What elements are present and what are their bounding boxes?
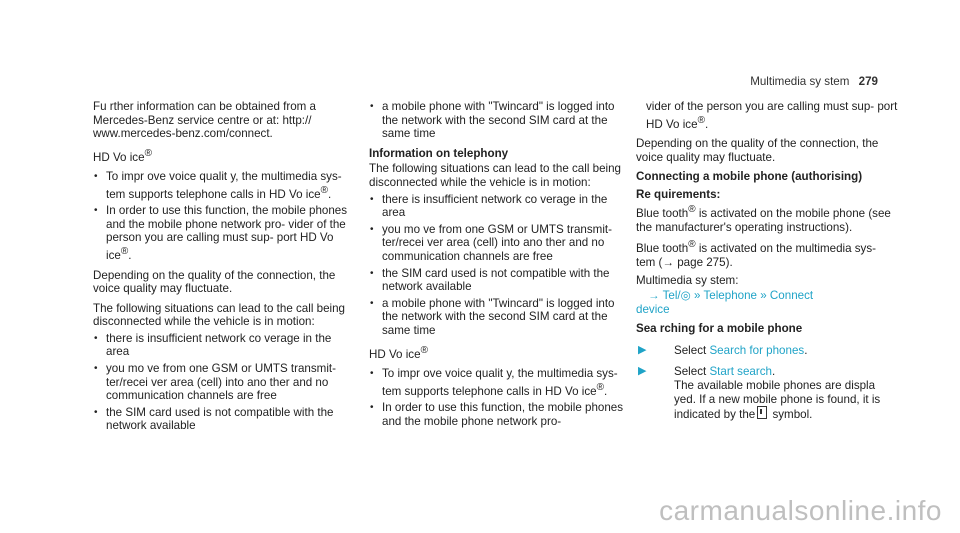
list-item: • To impr ove voice qualit y, the multimedia sys‐ tem supports telephone calls in HD Vo ice®. — [93, 170, 355, 201]
list-item: • In order to use this function, the mobile phones and the mobile phone network pro‐ — [369, 401, 631, 428]
column-middle — [369, 100, 631, 434]
situations-paragraph: The following situations can lead to the call being disconnected while the vehicle is in motion: — [93, 301, 345, 329]
page-number: 279 — [858, 75, 878, 88]
situations-list — [93, 332, 355, 433]
twincard-list — [369, 100, 631, 141]
list-item: • a mobile phone with "Twincard" is logged into the network with the second SIM card at the same time — [369, 100, 631, 141]
connecting-heading: Connecting a mobile phone (authorising) — [636, 170, 863, 184]
list-item: • you mo ve from one GSM or UMTS transmit‐ ter/recei ver area (cell) into ano ther and no communication channels are free — [369, 223, 631, 264]
list-item: • you mo ve from one GSM or UMTS transmit‐ ter/recei ver area (cell) into ano ther and no communication channels are free — [93, 362, 355, 403]
step-search-phones: ▶ Select Search for phones. — [638, 343, 808, 357]
requirements-heading: Re quirements: — [636, 187, 721, 201]
start-search-link[interactable]: Start search — [709, 365, 772, 379]
step-arrow-icon: ▶ — [638, 343, 647, 356]
hd-voice-list — [369, 367, 631, 428]
path-separator-icon: » — [694, 289, 701, 303]
path-arrow-icon: → — [648, 289, 660, 303]
hd-voice-heading: HD Vo ice® — [93, 147, 152, 164]
connect-url-link[interactable]: www.mercedes-benz.com/connect. — [93, 127, 273, 141]
globe-icon: ◎ — [680, 289, 691, 303]
telephone-menu-item[interactable]: Telephone — [703, 289, 757, 303]
situations-list — [369, 193, 631, 338]
list-item: • To impr ove voice qualit y, the multimedia sys‐ tem supports telephone calls in HD Vo ice®. — [369, 367, 631, 398]
menu-path — [636, 289, 898, 316]
page-header — [750, 75, 878, 88]
path-separator-icon: » — [760, 289, 767, 303]
tel-menu-item[interactable]: Tel/ — [662, 289, 681, 303]
intro-paragraph: Fu rther information can be obtained from a Mercedes-Benz service centre or at: http:// www.mercedes-benz.com/connect. — [93, 100, 316, 141]
column-right — [636, 100, 898, 430]
list-item: • In order to use this function, the mobile phones and the mobile phone network pro‐ vider of the person you are calling must sup‐ port HD Vo ice®. — [93, 204, 355, 262]
voice-quality-paragraph: Depending on the quality of the connection, the voice quality may fluctuate. — [636, 137, 879, 164]
hd-voice-heading: HD Vo ice® — [369, 344, 428, 361]
list-item: • there is insufficient network co verage in the area — [369, 193, 631, 220]
list-item: • there is insufficient network co verage in the area — [93, 332, 355, 359]
searching-heading: Sea rching for a mobile phone — [636, 322, 803, 336]
step-arrow-icon: ▶ — [638, 365, 647, 378]
watermark: carmanualsonline.info — [659, 495, 942, 526]
list-item: • the SIM card used is not compatible with the network available — [93, 406, 355, 433]
requirement-2: Blue tooth® is activated on the multimedia sys‐ tem (→ page 275). — [636, 239, 877, 269]
hd-voice-list — [93, 170, 355, 262]
telephony-heading: Information on telephony — [369, 146, 509, 160]
column-left — [93, 100, 355, 439]
section-title: Multimedia sy stem — [750, 75, 850, 88]
voice-quality-paragraph: Depending on the quality of the connection, the voice quality may fluctuate. — [93, 268, 336, 296]
new-phone-icon — [757, 406, 767, 419]
step-start-search: ▶ Select Start search. The available mobile phones are displa yed. If a new mobile phone is found, it is indicated by the symbol. — [638, 365, 881, 422]
search-for-phones-link[interactable]: Search for phones — [709, 343, 805, 357]
device-menu-item[interactable]: device — [636, 302, 670, 316]
multimedia-label: Multimedia sy stem: — [636, 273, 739, 287]
situations-paragraph: The following situations can lead to the call being disconnected while the vehicle is in motion: — [369, 162, 621, 189]
list-item: • the SIM card used is not compatible with the network available — [369, 267, 631, 294]
requirement-1: Blue tooth® is activated on the mobile phone (see the manufacturer's operating instructions). — [636, 204, 891, 234]
continued-paragraph: vider of the person you are calling must sup‐ port HD Vo ice®. — [646, 100, 898, 131]
connect-menu-item[interactable]: Connect — [769, 289, 814, 303]
list-item: • a mobile phone with "Twincard" is logged into the network with the second SIM card at the same time — [369, 297, 631, 338]
